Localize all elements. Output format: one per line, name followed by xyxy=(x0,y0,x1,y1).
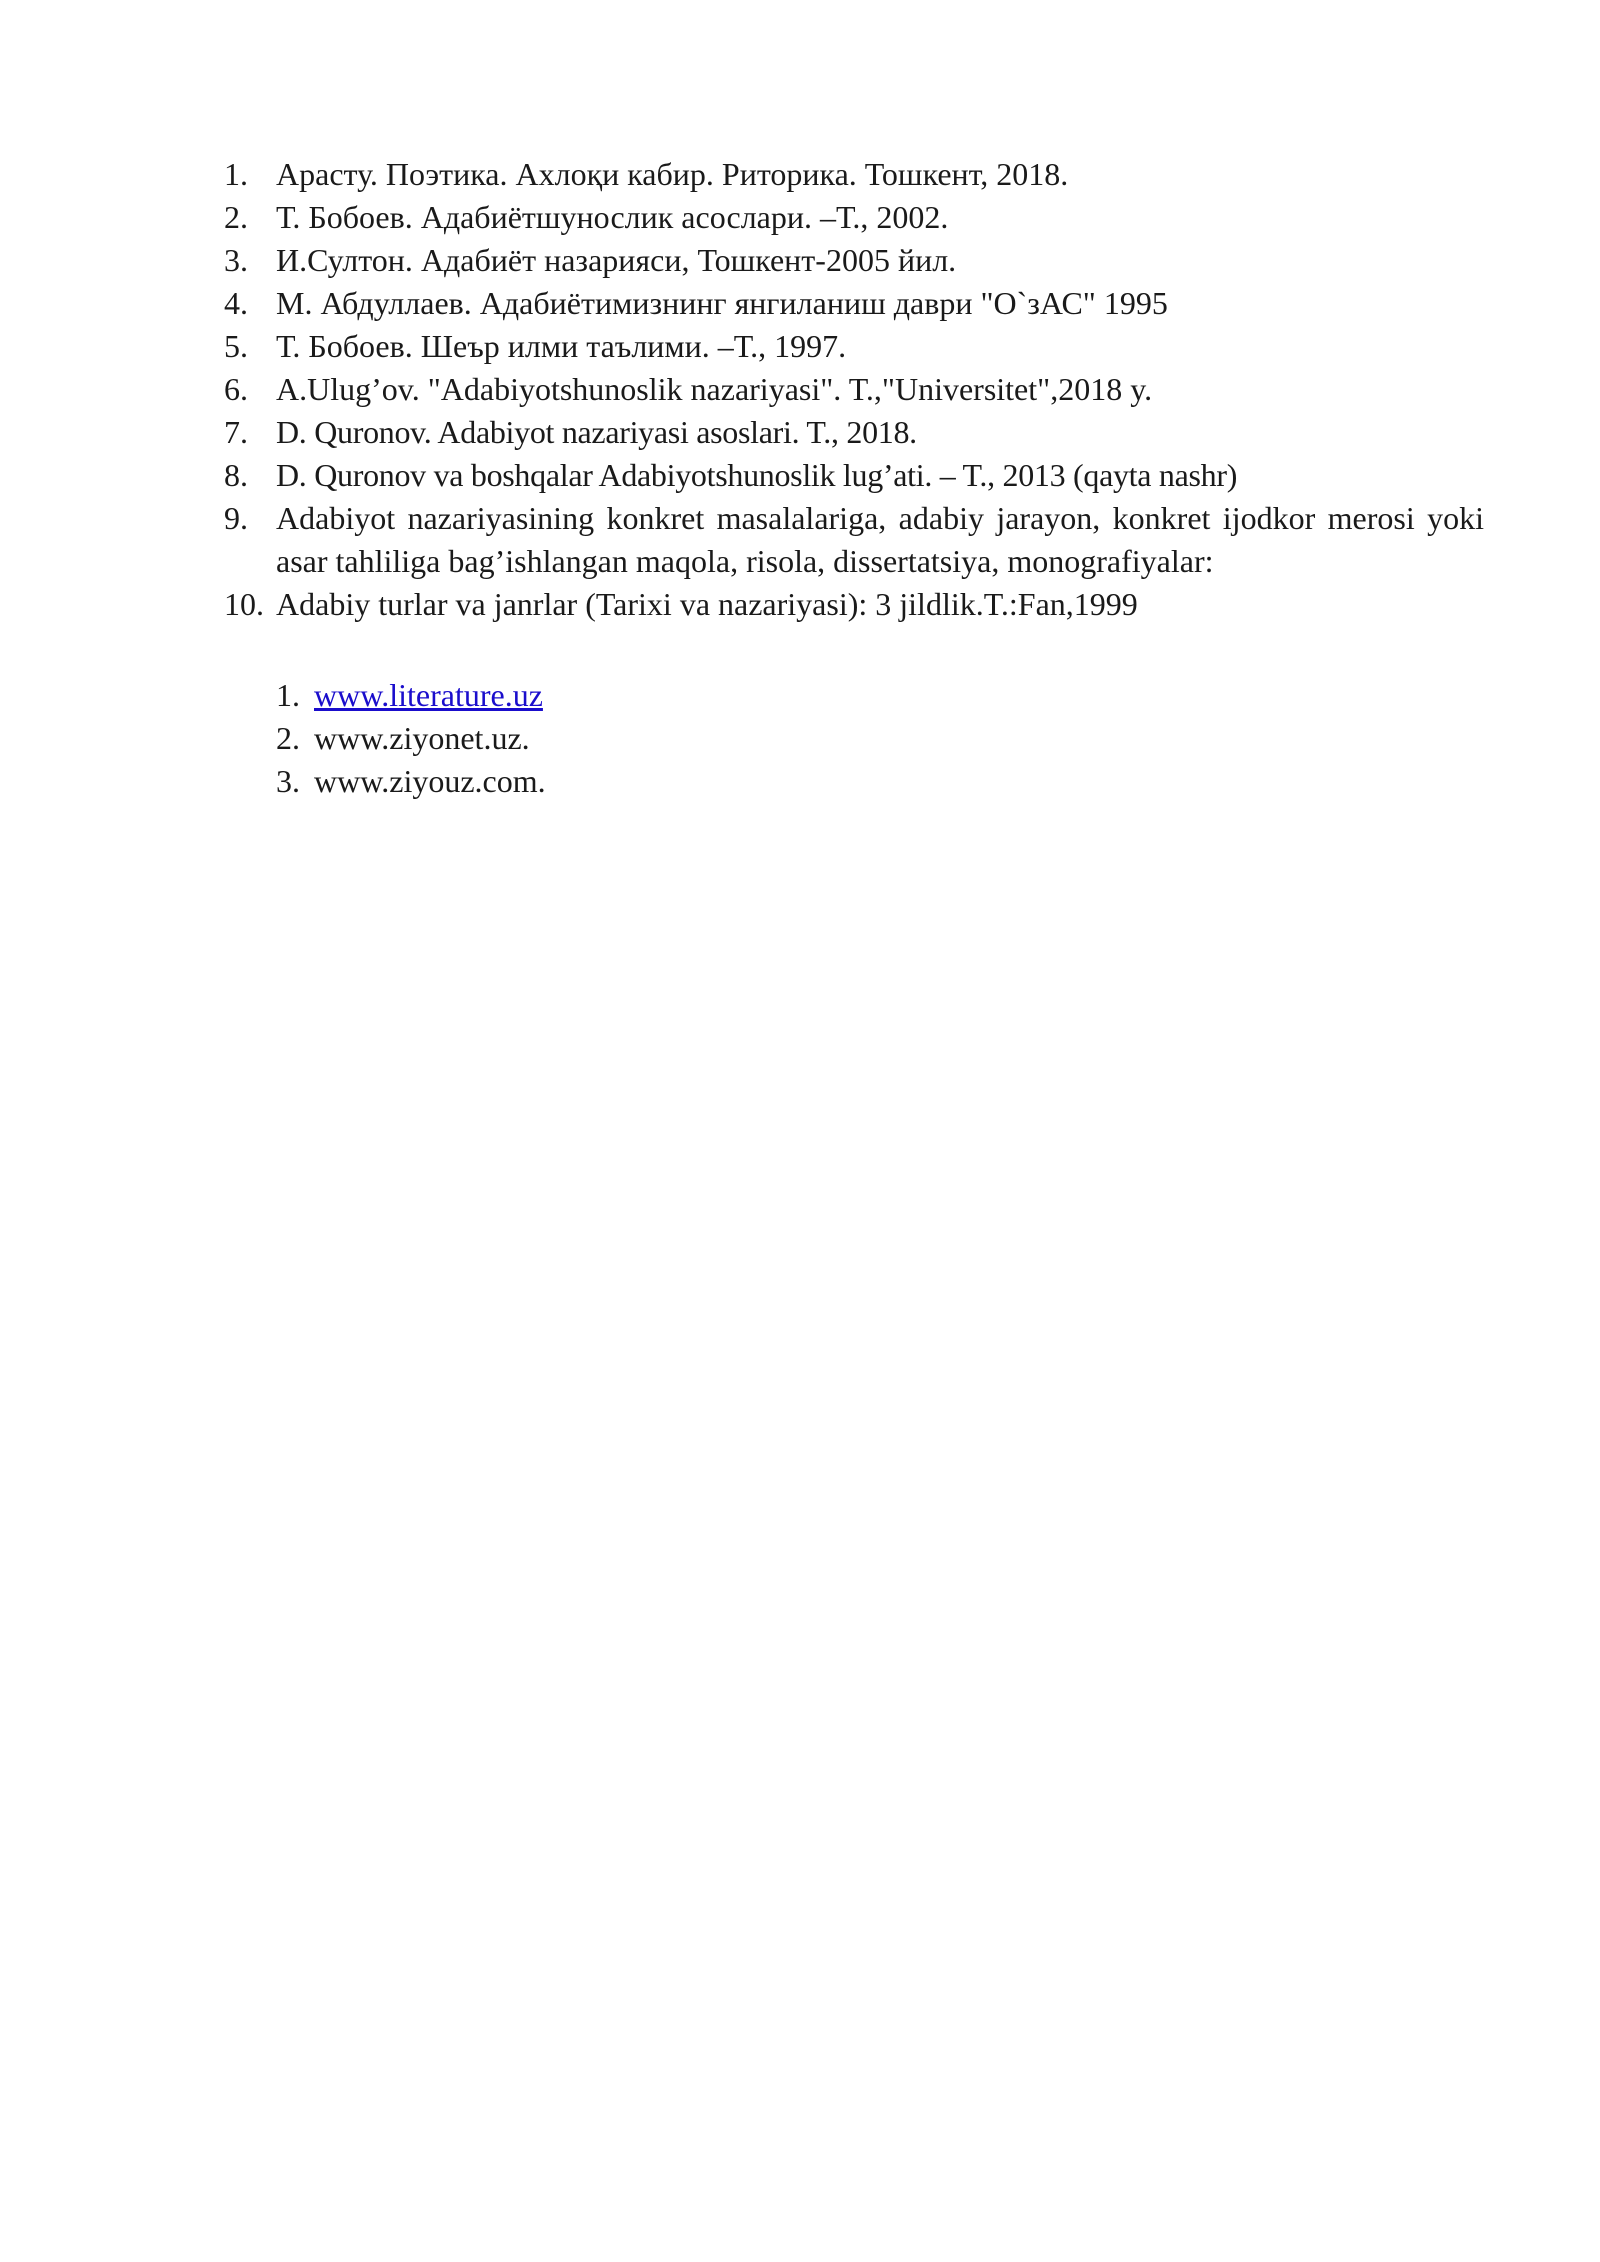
website-text: www.ziyouz.com. xyxy=(314,763,546,799)
website-item xyxy=(276,717,546,760)
reference-text: Арасту. Поэтика. Ахлоқи кабир. Риторика. Тошкент, 2018. xyxy=(276,156,1069,192)
reference-number: 10. xyxy=(224,586,264,622)
reference-item xyxy=(224,239,1484,282)
reference-text: Adabiyot nazariyasining konkret masalalariga, adabiy jarayon, konkret ijodkor merosi yoki asar tahliliga bag’ishlangan maqola, risola, dissertatsiya, monografiyalar: xyxy=(276,500,1484,579)
reference-number: 5. xyxy=(224,328,248,364)
reference-item xyxy=(224,411,1484,454)
reference-item xyxy=(224,497,1484,583)
website-number: 3. xyxy=(276,763,300,799)
reference-text: Т. Бобоев. Шеър илми таълими. –Т., 1997. xyxy=(276,328,847,364)
reference-text: И.Султон. Адабиёт назарияси, Тошкент-2005 йил. xyxy=(276,242,957,278)
reference-number: 8. xyxy=(224,457,248,493)
website-item xyxy=(276,674,546,717)
reference-item xyxy=(224,368,1484,411)
reference-list xyxy=(224,153,1484,626)
reference-number: 4. xyxy=(224,285,248,321)
reference-number: 3. xyxy=(224,242,248,278)
reference-text: Adabiy turlar va janrlar (Tarixi va nazariyasi): 3 jildlik.T.:Fan,1999 xyxy=(276,586,1138,622)
reference-text: Т. Бобоев. Адабиётшунослик асослари. –Т., 2002. xyxy=(276,199,949,235)
reference-item xyxy=(224,325,1484,368)
reference-text: D. Quronov va boshqalar Adabiyotshunoslik lug’ati. – T., 2013 (qayta nashr) xyxy=(276,457,1238,493)
reference-item xyxy=(224,196,1484,239)
reference-number: 9. xyxy=(224,500,248,536)
reference-item xyxy=(224,454,1484,497)
reference-number: 7. xyxy=(224,414,248,450)
reference-text: М. Абдуллаев. Адабиётимизнинг янгиланиш даври "О`зАС" 1995 xyxy=(276,285,1168,321)
reference-text: D. Quronov. Adabiyot nazariyasi asoslari. T., 2018. xyxy=(276,414,917,450)
website-link[interactable]: www.literature.uz xyxy=(314,677,543,713)
reference-item xyxy=(224,583,1484,626)
reference-item xyxy=(224,153,1484,196)
website-list xyxy=(276,674,546,803)
website-text: www.ziyonet.uz. xyxy=(314,720,530,756)
reference-number: 6. xyxy=(224,371,248,407)
reference-item xyxy=(224,282,1484,325)
website-number: 2. xyxy=(276,720,300,756)
website-number: 1. xyxy=(276,677,300,713)
reference-number: 2. xyxy=(224,199,248,235)
reference-number: 1. xyxy=(224,156,248,192)
website-item xyxy=(276,760,546,803)
reference-text: A.Ulug’ov. "Adabiyotshunoslik nazariyasi". T.,"Universitet",2018 y. xyxy=(276,371,1153,407)
